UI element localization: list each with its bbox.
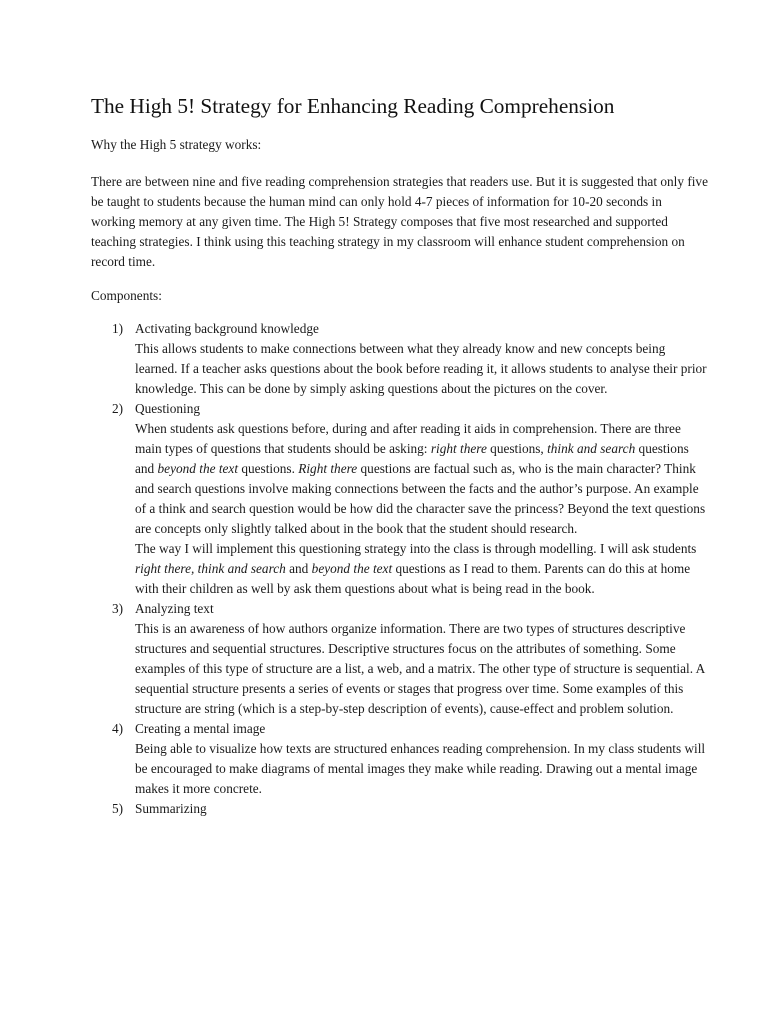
item-body: This allows students to make connections between what they already know and new concepts being learned. If a teacher asks questions about the book before reading it, it allows students to analyse their prior knowledge. This can be done by simply asking questions about the pictures on the cover. bbox=[135, 341, 707, 396]
components-label: Components: bbox=[91, 288, 162, 303]
body-text: questions, bbox=[486, 441, 548, 456]
list-item bbox=[91, 319, 708, 399]
body-text: When students ask questions before, during and after reading it aids in comprehension. There are three main types of questions that students should be asking: bbox=[135, 421, 681, 456]
list-item bbox=[91, 799, 708, 819]
components-list bbox=[91, 319, 708, 819]
item-number: 3) bbox=[112, 601, 124, 616]
emphasis-text: right there, think and search bbox=[135, 561, 286, 576]
item-body: Being able to visualize how texts are structured enhances reading comprehension. In my class students will be encouraged to make diagrams of mental images they make while reading. Drawing out a mental image makes it more concrete. bbox=[135, 741, 706, 796]
body-text: The way I will implement this questioning strategy into the class is through modelling. I will ask students bbox=[135, 541, 697, 556]
intro-paragraph: There are between nine and five reading comprehension strategies that readers use. But it is suggested that only five be taught to students because the human mind can only hold 4-7 pieces of information for 10-20 seconds in working memory at any given time. The High 5! Strategy composes that five most researched and supported teaching strategies. I think using this teaching strategy in my classroom will enhance student comprehension on record time. bbox=[91, 174, 708, 269]
body-text: questions are factual such as, who is the main character? Think and search questions involve making connections between the facts and the author’s purpose. An example of a think and search question would be how did the character save the princess? Beyond the text questions are concepts only slightly talked about in the book that the student should research. bbox=[135, 461, 706, 536]
body-text: questions and bbox=[135, 441, 689, 476]
emphasis-text: beyond the text bbox=[311, 561, 393, 576]
item-body: This is an awareness of how authors organize information. There are two types of structures descriptive structures and sequential structures. Descriptive structures focus on the attributes of something. Some examples of this type of structure are a list, a web, and a matrix. The other type of structure is sequential. A sequential structure presents a series of events or stages that progress over time. Some examples of this structure are string (which is a step-by-step description of events), cause-effect and problem solution. bbox=[135, 621, 705, 716]
list-item bbox=[91, 399, 708, 599]
item-title: Questioning bbox=[135, 401, 201, 416]
emphasis-text: think and search bbox=[547, 441, 636, 456]
item-number: 5) bbox=[112, 801, 124, 816]
emphasis-text: Right there bbox=[298, 461, 358, 476]
body-text: questions. bbox=[238, 461, 299, 476]
item-title: Summarizing bbox=[135, 801, 207, 816]
section-subhead: Why the High 5 strategy works: bbox=[91, 137, 262, 152]
item-title: Analyzing text bbox=[135, 601, 214, 616]
item-title: Activating background knowledge bbox=[135, 321, 319, 336]
emphasis-text: beyond the text bbox=[157, 461, 239, 476]
body-text: and bbox=[285, 561, 312, 576]
item-number: 1) bbox=[112, 321, 124, 336]
list-item bbox=[91, 599, 708, 719]
item-number: 4) bbox=[112, 721, 124, 736]
item-body bbox=[135, 539, 708, 599]
item-body bbox=[135, 419, 708, 539]
document-title: The High 5! Strategy for Enhancing Reading Comprehension bbox=[91, 94, 615, 118]
item-number: 2) bbox=[112, 401, 124, 416]
body-text: questions as I read to them. Parents can do this at home with their children as well by ask them questions about what is being read in the book. bbox=[135, 561, 691, 596]
list-item bbox=[91, 719, 708, 799]
emphasis-text: right there bbox=[430, 441, 487, 456]
item-title: Creating a mental image bbox=[135, 721, 266, 736]
